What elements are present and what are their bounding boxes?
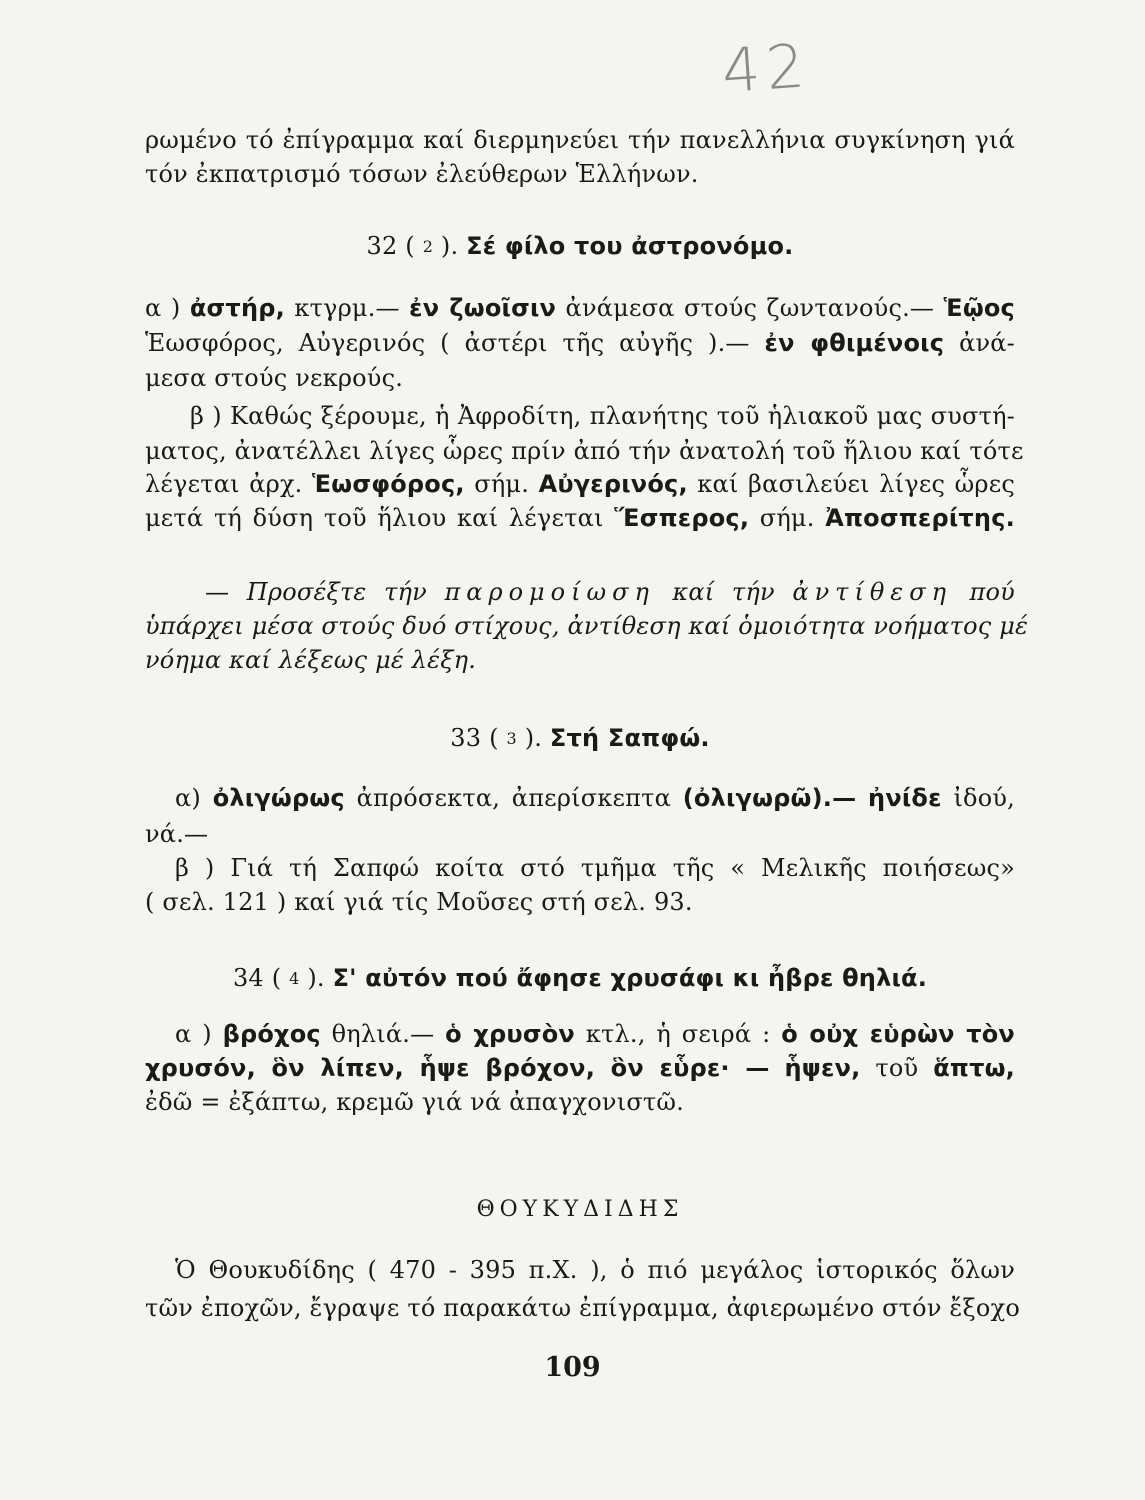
- s34-a-line2-text: τοῦ: [875, 1054, 919, 1082]
- s34-a-bold-2: ὁ χρυσὸν: [445, 1020, 575, 1048]
- s34-a-line2-bold-2: ἧψεν,: [784, 1054, 861, 1082]
- s32-b-line4-bold-1: Ἕσπερος,: [614, 504, 750, 532]
- s32-b-line3-text-1: λέγεται ἀρχ.: [145, 470, 303, 498]
- section-34-ref: 4: [289, 969, 300, 988]
- s32-b-line-1: β ) Καθώς ξέρουμε, ἡ Ἀφροδίτη, πλανήτης τοῦ ἡλιακοῦ μας συστή-: [190, 402, 1015, 430]
- s32-b-line4-text-1: μετά τή δύση τοῦ ἥλιου καί λέγεται: [145, 504, 604, 532]
- s33-a-bold-2: (ὀλιγωρῶ).—: [682, 784, 857, 812]
- page-number: 109: [544, 1352, 601, 1383]
- s32-b-line-2: ματος, ἀνατέλλει λίγες ὧρες πρίν ἀπό τήν ἀνατολή τοῦ ἥλιου καί τότε: [145, 437, 1024, 465]
- s32-b-line3-bold-1: Ἑωσφόρος,: [312, 470, 465, 498]
- section-33-title: Στή Σαπφώ.: [549, 724, 710, 752]
- section-34-number: 34: [232, 964, 264, 992]
- section-33-number: 33: [450, 724, 482, 752]
- s32-a-line-1: [145, 292, 1015, 324]
- intro-line-1: ρωμένο τό ἐπίγραμμα καί διερμηνεύει τήν πανελλήνια συγκίνηση γιά: [145, 126, 1015, 154]
- s34-a-bold-3: ὁ οὐχ εὑρὼν τὸν: [781, 1020, 1015, 1048]
- s33-a-label: α): [175, 784, 201, 812]
- s32-b-line-3: [145, 468, 1015, 500]
- s32-note-text-3: πού: [969, 578, 1015, 606]
- s32-b-line-4: [145, 502, 1015, 534]
- section-34-title: Σ' αὐτόν πού ἄφησε χρυσάφι κι ἦβρε θηλιά.: [332, 964, 928, 992]
- section-33-ref: 3: [506, 729, 517, 748]
- s32-note-text-2: καί τήν: [672, 578, 775, 606]
- s32-a-line-3: μεσα στούς νεκρούς.: [145, 364, 404, 392]
- s34-a-line-3: ἐδῶ = ἐξάπτω, κρεμῶ γιά νά ἀπαγχονιστῶ.: [145, 1088, 684, 1116]
- s32-a-text-2: ἀνάμεσα στούς ζωντανούς.—: [565, 294, 935, 322]
- s33-a-text-1: ἀπρόσεκτα, ἀπερίσκεπτα: [356, 784, 672, 812]
- handwritten-page-number: 42: [719, 31, 813, 107]
- s32-a-line2-text-2: ἀνά-: [959, 329, 1015, 357]
- s32-a-bold-3: Ἑῷος: [943, 294, 1015, 322]
- s34-a-line-2: [145, 1052, 1015, 1084]
- s34-a-line-1: [175, 1018, 1015, 1050]
- s32-a-label: α ): [145, 294, 181, 322]
- s32-a-line2-bold: ἐν φθιμένοις: [764, 329, 945, 357]
- section-32-title: Σέ φίλο του ἀστρονόμο.: [466, 232, 794, 260]
- s33-b-line-2: ( σελ. 121 ) καί γιά τίς Μοῦσες στή σελ. 93.: [145, 888, 693, 916]
- s32-b-line4-bold-2: Ἀποσπερίτης.: [825, 504, 1015, 532]
- s32-a-bold-2: ἐν ζωοῖσιν: [409, 294, 557, 322]
- s32-a-line2-text-1: Ἑωσφόρος, Αὐγερινός ( ἀστέρι τῆς αὐγῆς ).—: [145, 329, 750, 357]
- s34-a-line2-bold-3: ἅπτω,: [933, 1054, 1015, 1082]
- s32-b-line4-text-2: σήμ.: [759, 504, 815, 532]
- intro-line-2: τόν ἐκπατρισμό τόσων ἐλεύθερων Ἑλλήνων.: [145, 160, 699, 188]
- s32-note-spaced-2: ἀντίθεση: [792, 578, 952, 606]
- section-34-heading: 34 ( 4 ). Σ' αὐτόν πού ἄφησε χρυσάφι κι ἦβρε θηλιά.: [232, 964, 928, 992]
- s33-a-line-2: νά.—: [145, 820, 209, 848]
- thucydides-heading: ΘΟΥΚΥΔΙΔΗΣ: [476, 1197, 684, 1222]
- s34-a-line2-bold-1: χρυσόν, ὃν λίπεν, ἧψε βρόχον, ὃν εὗρε· —: [145, 1054, 770, 1082]
- section-32-heading: 32 ( 2 ). Σέ φίλο του ἀστρονόμο.: [366, 232, 794, 260]
- s32-note-text-1: — Προσέξτε τήν: [205, 578, 427, 606]
- s32-note-line-1: [205, 576, 1015, 608]
- s34-a-text-1: θηλιά.—: [331, 1020, 435, 1048]
- s32-a-line-2: [145, 327, 1015, 359]
- s32-b-line3-text-3: καί βασιλεύει λίγες ὧρες: [697, 470, 1015, 498]
- s33-a-text-2: ἰδού,: [953, 784, 1015, 812]
- s33-a-line-1: [175, 782, 1015, 814]
- s33-a-bold-1: ὀλιγώρως: [212, 784, 345, 812]
- s32-b-line3-text-2: σήμ.: [474, 470, 530, 498]
- s32-a-text-1: κτγρμ.—: [294, 294, 400, 322]
- s33-a-bold-3: ἠνίδε: [868, 784, 942, 812]
- s34-a-bold-1: βρόχος: [222, 1020, 321, 1048]
- s34-a-text-2: κτλ., ἡ σειρά :: [585, 1020, 771, 1048]
- s33-b-line-1: β ) Γιά τή Σαπφώ κοίτα στό τμῆμα τῆς « Μελικῆς ποιήσεως»: [175, 854, 1015, 882]
- section-32-ref: 2: [422, 237, 434, 256]
- s32-note-line-3: νόημα καί λέξεως μέ λέξη.: [145, 646, 477, 674]
- thucydides-line-1: Ὁ Θουκυδίδης ( 470 - 395 π.Χ. ), ὁ πιό μεγάλος ἱστορικός ὅλων: [175, 1256, 1015, 1284]
- s32-note-spaced-1: παρομοίωση: [444, 578, 655, 606]
- s32-note-line-2: ὑπάρχει μέσα στούς δυό στίχους, ἀντίθεση καί ὁμοιότητα νοήματος μέ: [145, 612, 1029, 640]
- s32-b-line3-bold-2: Αὐγερινός,: [538, 470, 688, 498]
- s34-a-label: α ): [175, 1020, 212, 1048]
- section-32-number: 32: [366, 232, 398, 260]
- s32-a-bold-1: ἀστήρ,: [189, 294, 285, 322]
- section-33-heading: 33 ( 3 ). Στή Σαπφώ.: [450, 724, 710, 752]
- thucydides-line-2: τῶν ἐποχῶν, ἔγραψε τό παρακάτω ἐπίγραμμα, ἀφιερωμένο στόν ἔξοχο: [145, 1294, 1020, 1322]
